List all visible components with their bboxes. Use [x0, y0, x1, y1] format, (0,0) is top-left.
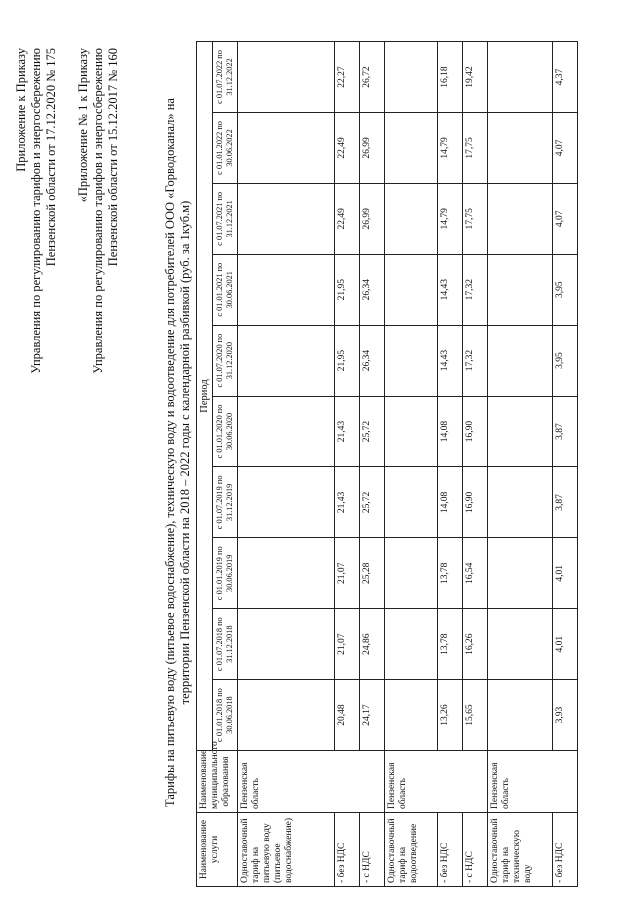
row-label: - без НДС: [335, 813, 360, 887]
tariff-value: 16,54: [463, 538, 488, 609]
tariff-value: 14,79: [438, 112, 463, 183]
tariff-value: 26,72: [360, 42, 385, 113]
tariff-value: 17,32: [463, 254, 488, 325]
region-name: Пензенская область: [488, 751, 578, 813]
tariff-value: 22,49: [335, 183, 360, 254]
quoted-header-line: Управления по регулированию тарифов и энергосбережению: [91, 48, 105, 374]
tariff-value: 25,28: [360, 538, 385, 609]
tariff-value: 22,27: [335, 42, 360, 113]
tariff-value: 26,34: [360, 254, 385, 325]
row-label: - с НДС: [360, 813, 385, 887]
tariff-value: 13,78: [438, 609, 463, 680]
appendix-header: [14, 48, 59, 374]
tariff-value: 25,72: [360, 396, 385, 467]
tariff-value: 21,95: [335, 325, 360, 396]
tariff-value: 4,37: [553, 42, 578, 113]
quoted-header-line: Пензенской области от 15.12.2017 № 160: [106, 48, 120, 267]
region-name: Пензенская область: [238, 751, 385, 813]
tariff-value: 16,90: [463, 467, 488, 538]
tariff-value: 19,42: [463, 42, 488, 113]
tariff-value: 14,79: [438, 183, 463, 254]
service-name: Одноставочный тариф на водоотведение: [385, 813, 438, 887]
table-row: [488, 42, 553, 887]
tariff-value: 17,32: [463, 325, 488, 396]
title-line: территории Пензенской области на 2018 – 2022 годы с календарной разбивкой (руб. за 1куб.м): [178, 200, 192, 705]
tariff-value: 17,75: [463, 183, 488, 254]
tariff-value: 26,99: [360, 183, 385, 254]
period-date-header: с 01.01.2018 по 30.06.2018: [213, 680, 238, 751]
period-date-header: с 01.01.2019 по 30.06.2019: [213, 538, 238, 609]
period-date-header: с 01.07.2022 по 31.12.2022: [213, 42, 238, 113]
period-date-header: с 01.01.2022 по 30.06.2022: [213, 112, 238, 183]
tariff-value: 21,95: [335, 254, 360, 325]
tariff-value: 14,43: [438, 325, 463, 396]
row-label: - с НДС: [463, 813, 488, 887]
service-column-header: Наименование услуги: [197, 813, 238, 887]
tariff-value: 24,17: [360, 680, 385, 751]
tariff-value: 21,43: [335, 396, 360, 467]
period-date-header: с 01.07.2018 по 31.12.2018: [213, 609, 238, 680]
tariff-value: 16,90: [463, 396, 488, 467]
tariff-value: 21,07: [335, 609, 360, 680]
tariff-value: 3,87: [553, 467, 578, 538]
tariff-value: 22,49: [335, 112, 360, 183]
tariff-value: 26,99: [360, 112, 385, 183]
tariff-value: 24,86: [360, 609, 385, 680]
tariff-value: 4,07: [553, 112, 578, 183]
document-title: [163, 0, 193, 905]
quoted-appendix-header: [76, 48, 121, 374]
title-line: Тарифы на питьевую воду (питьевое водоснабжение), техническую воду и водоотведение для потребителей ООО «Горводоканал» на: [163, 98, 177, 807]
tariff-value: 3,93: [553, 680, 578, 751]
table-row: [385, 42, 438, 887]
tariff-value: 14,43: [438, 254, 463, 325]
tariff-value: 21,43: [335, 467, 360, 538]
tariff-value: 20,48: [335, 680, 360, 751]
period-column-header: Период: [197, 42, 213, 751]
appendix-header-line: Управления по регулированию тарифов и энергосбережению: [29, 48, 43, 374]
period-date-header: с 01.01.2021 по 30.06.2021: [213, 254, 238, 325]
appendix-header-line: Приложение к Приказу: [14, 48, 28, 172]
tariff-value: 16,18: [438, 42, 463, 113]
tariff-value: 14,08: [438, 396, 463, 467]
period-date-header: с 01.07.2020 по 31.12.2020: [213, 325, 238, 396]
tariff-table: [196, 41, 578, 887]
table-row: [238, 42, 335, 887]
tariff-value: 15,65: [463, 680, 488, 751]
tariff-value: 13,78: [438, 538, 463, 609]
tariff-value: 4,01: [553, 538, 578, 609]
row-label: - без НДС: [553, 813, 578, 887]
row-label: - без НДС: [438, 813, 463, 887]
tariff-value: 26,34: [360, 325, 385, 396]
municipality-column-header: Наименование муниципального образования: [197, 751, 238, 813]
tariff-value: 25,72: [360, 467, 385, 538]
period-date-header: с 01.01.2020 по 30.06.2020: [213, 396, 238, 467]
tariff-value: 3,95: [553, 325, 578, 396]
tariff-value: 21,07: [335, 538, 360, 609]
tariff-value: 4,07: [553, 183, 578, 254]
quoted-header-line: «Приложение № 1 к Приказу: [76, 48, 90, 203]
period-date-header: с 01.07.2019 по 31.12.2019: [213, 467, 238, 538]
table-header-row: [197, 42, 213, 887]
service-name: Одноставочный тариф на техническую воду: [488, 813, 553, 887]
tariff-value: 3,95: [553, 254, 578, 325]
tariff-value: 14,08: [438, 467, 463, 538]
appendix-header-line: Пензенской области от 17.12.2020 № 175: [44, 48, 58, 267]
region-name: Пензенская область: [385, 751, 488, 813]
tariff-value: 16,26: [463, 609, 488, 680]
tariff-value: 3,87: [553, 396, 578, 467]
tariff-value: 17,75: [463, 112, 488, 183]
tariff-value: 13,26: [438, 680, 463, 751]
period-date-header: с 01.07.2021 по 31.12.2021: [213, 183, 238, 254]
tariff-value: 4,01: [553, 609, 578, 680]
service-name: Одноставочный тариф на питьевую воду (питьевое водоснабжение): [238, 813, 335, 887]
